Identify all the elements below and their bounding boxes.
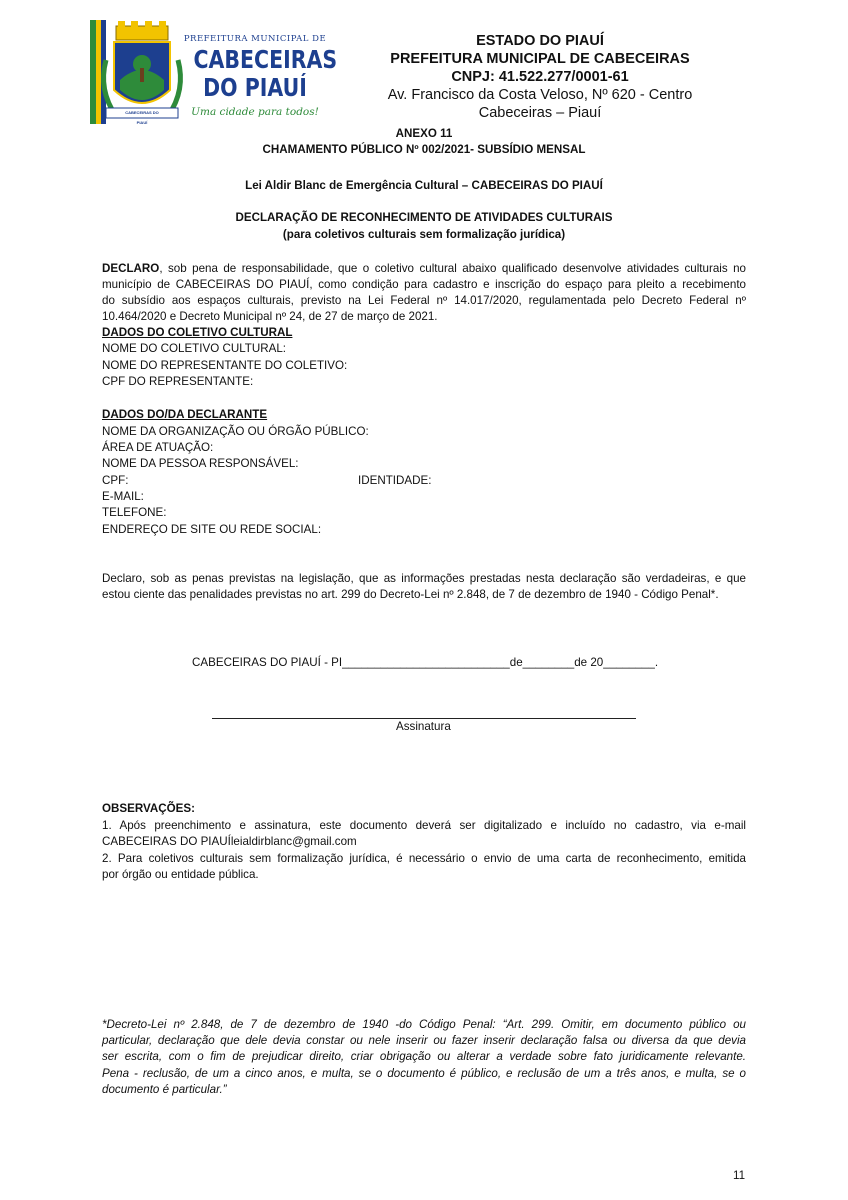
intro-line-3: do subsídio aos espaços culturais, previsto na Lei Federal nº 14.017/2020, regulamentada pelo Decreto Federal nº (102, 294, 746, 307)
field-site: ENDEREÇO DE SITE OU REDE SOCIAL: (102, 523, 322, 536)
note-1-line-2: CABECEIRAS DO PIAUÍleialdirblanc@gmail.com (102, 835, 357, 848)
footnote-line-5: documento é particular.” (102, 1083, 227, 1096)
note-1-line-1: 1. Após preenchimento e assinatura, este documento deverá ser digitalizado e incluído no cadastro, via e-mail (102, 819, 746, 832)
declaration-title: DECLARAÇÃO DE RECONHECIMENTO DE ATIVIDADES CULTURAIS (235, 211, 613, 224)
statement-line-1: Declaro, sob as penas previstas na legislação, que as informações prestadas nesta declaração são verdadeiras, e que (102, 572, 746, 585)
header-prefecture: PREFEITURA MUNICIPAL DE CABECEIRAS (390, 51, 690, 67)
footnote-line-1: *Decreto-Lei nº 2.848, de 7 de dezembro de 1940 -do Código Penal: “Art. 299. Omitir, em documento público ou (102, 1018, 746, 1031)
logo-ribbon-text: CABECEIRAS DO PIAUÍ (125, 110, 159, 125)
law-title: Lei Aldir Blanc de Emergência Cultural – CABECEIRAS DO PIAUÍ (245, 179, 603, 192)
footnote-line-2: particular, declaração que dele devia constar ou nele inserir ou fazer inserir declaração falsa ou diversa da que devia (102, 1034, 746, 1047)
field-cpf: CPF: (102, 474, 129, 487)
declarant-heading: DADOS DO/DA DECLARANTE (102, 408, 268, 421)
header-city: Cabeceiras – Piauí (478, 105, 602, 121)
logo-name-line2: DO PIAUÍ (203, 73, 307, 102)
note-2-line-2: por órgão ou entidade pública. (102, 868, 259, 881)
field-organization: NOME DA ORGANIZAÇÃO OU ÓRGÃO PÚBLICO: (102, 425, 369, 438)
logo-top-text: PREFEITURA MUNICIPAL DE (183, 34, 327, 44)
logo-name-line1: CABECEIRAS (193, 45, 338, 74)
header-cnpj: CNPJ: 41.522.277/0001-61 (451, 69, 629, 85)
field-email: E-MAIL: (102, 490, 144, 503)
note-2-line-1: 2. Para coletivos culturais sem formalização jurídica, é necessário o envio de uma carta de reconhecimento, emitida (102, 852, 746, 865)
annex-label: ANEXO 11 (395, 127, 453, 140)
collective-heading: DADOS DO COLETIVO CULTURAL (102, 326, 293, 339)
field-collective-name: NOME DO COLETIVO CULTURAL: (102, 342, 287, 355)
declaration-subtitle: (para coletivos culturais sem formalização jurídica) (282, 228, 566, 241)
header-address: Av. Francisco da Costa Veloso, Nº 620 - Centro (387, 87, 693, 103)
page-number: 11 (733, 1169, 746, 1182)
logo-slogan: Uma cidade para todos! (191, 106, 319, 118)
field-area: ÁREA DE ATUAÇÃO: (102, 441, 214, 454)
field-responsible-person: NOME DA PESSOA RESPONSÁVEL: (102, 457, 299, 470)
call-title: CHAMAMENTO PÚBLICO Nº 002/2021- SUBSÍDIO MENSAL (262, 143, 586, 156)
signature-label: Assinatura (396, 720, 451, 733)
statement-line-2: estou ciente das penalidades previstas no art. 299 do Decreto-Lei nº 2.848, de 7 de dezembro de 1940 - Código Penal*. (102, 588, 719, 601)
footnote-line-3: ser escrita, com o fim de prejudicar direito, criar obrigação ou alterar a verdade sobre fato juridicamente relevante. (102, 1050, 746, 1063)
notes-heading: OBSERVAÇÕES: (102, 802, 195, 815)
intro-line-4: 10.464/2020 e Decreto Municipal nº 24, de 27 de março de 2021. (102, 310, 438, 323)
prefecture-logo (84, 20, 338, 132)
date-line: CABECEIRAS DO PIAUÍ - PI__________________________de________de 20________. (192, 656, 659, 669)
field-representative-name: NOME DO REPRESENTANTE DO COLETIVO: (102, 359, 348, 372)
intro-lead: DECLARO (102, 262, 160, 275)
intro-line-1 (102, 261, 746, 277)
footnote-line-4: Pena - reclusão, de um a cinco anos, e multa, se o documento é público, e reclusão de um a três anos, e multa, se o (102, 1067, 746, 1080)
field-phone: TELEFONE: (102, 506, 167, 519)
field-identity: IDENTIDADE: (358, 474, 432, 487)
header-state: ESTADO DO PIAUÍ (476, 33, 604, 49)
intro-line-1-text: , sob pena de responsabilidade, que o coletivo cultural abaixo qualificado desenvolve atividades culturais no (159, 262, 746, 275)
intro-line-2: município de CABECEIRAS DO PIAUÍ, como condição para cadastro e inscrição do espaço para pleito a recebimento (102, 278, 746, 291)
field-representative-cpf: CPF DO REPRESENTANTE: (102, 375, 254, 388)
